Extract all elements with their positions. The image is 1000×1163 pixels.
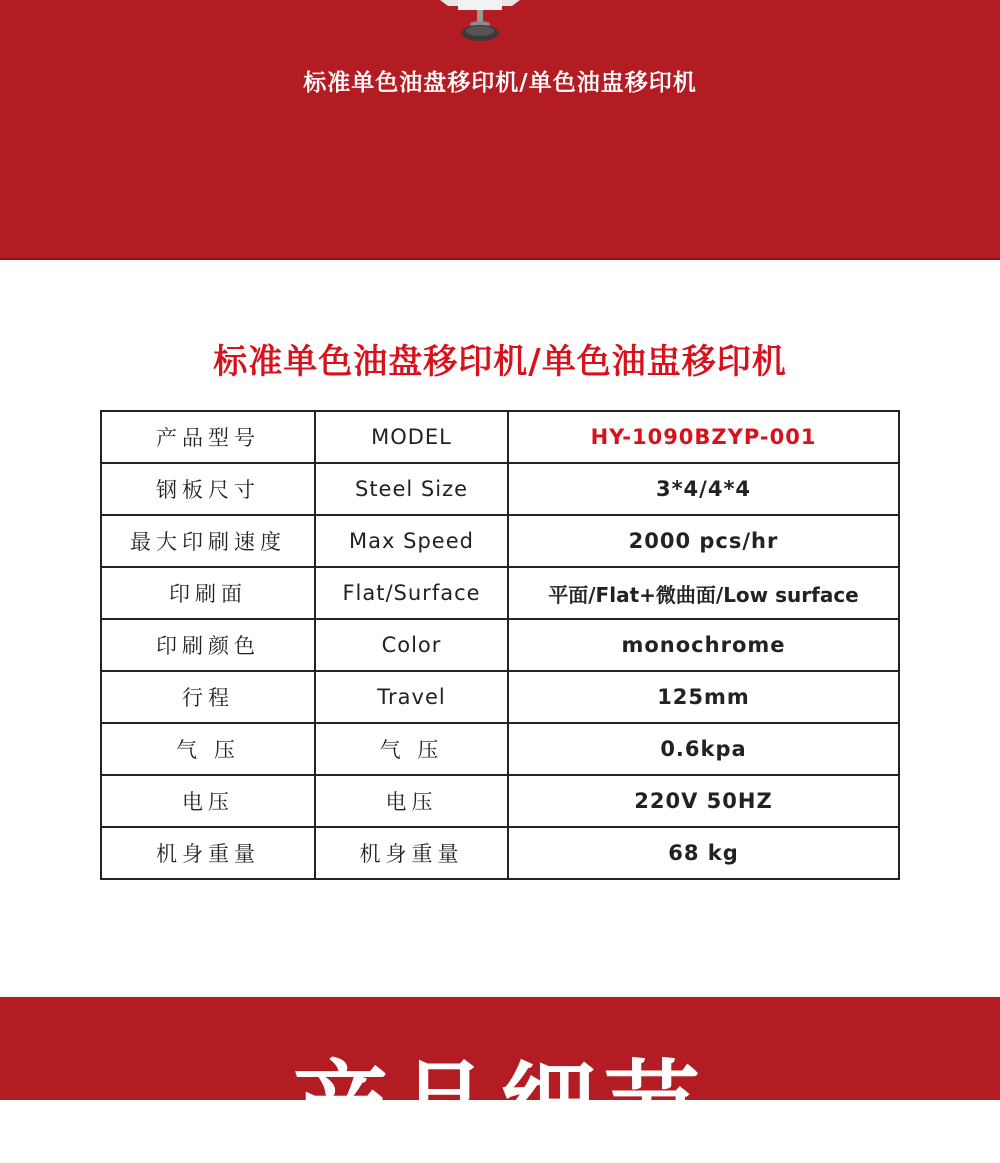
spec-label-en: Flat/Surface <box>315 567 508 619</box>
table-row <box>101 411 899 463</box>
spec-label-en: Steel Size <box>315 463 508 515</box>
spec-label-cn: 电压 <box>101 775 315 827</box>
table-row <box>101 567 899 619</box>
spec-value-model: HY-1090BZYP-001 <box>508 411 899 463</box>
spec-label-cn: 最大印刷速度 <box>101 515 315 567</box>
table-row <box>101 723 899 775</box>
section-title: 标准单色油盘移印机/单色油盅移印机 <box>213 342 787 382</box>
spec-value: 68 kg <box>508 827 899 879</box>
top-banner <box>0 0 1000 258</box>
spec-label-cn: 机身重量 <box>101 827 315 879</box>
spec-label-en: Travel <box>315 671 508 723</box>
spec-table <box>100 410 900 880</box>
spec-label-en: 机身重量 <box>315 827 508 879</box>
spec-value: 0.6kpa <box>508 723 899 775</box>
spec-value: monochrome <box>508 619 899 671</box>
table-row <box>101 827 899 879</box>
table-row <box>101 463 899 515</box>
table-row <box>101 775 899 827</box>
machine-foot-image <box>440 0 520 44</box>
table-row <box>101 671 899 723</box>
spec-label-en: Max Speed <box>315 515 508 567</box>
table-row <box>101 619 899 671</box>
spec-label-en: 气 压 <box>315 723 508 775</box>
banner-caption: 标准单色油盘移印机/单色油盅移印机 <box>303 70 697 96</box>
spec-value: 平面/Flat+微曲面/Low surface <box>508 567 899 619</box>
spec-value: 2000 pcs/hr <box>508 515 899 567</box>
spec-label-cn: 产品型号 <box>101 411 315 463</box>
spec-label-en: Color <box>315 619 508 671</box>
spec-label-cn: 气 压 <box>101 723 315 775</box>
spec-label-cn: 印刷颜色 <box>101 619 315 671</box>
spec-value: 220V 50HZ <box>508 775 899 827</box>
spec-label-cn: 印刷面 <box>101 567 315 619</box>
spec-label-en: 电压 <box>315 775 508 827</box>
spec-label-en: MODEL <box>315 411 508 463</box>
spec-value: 3*4/4*4 <box>508 463 899 515</box>
spec-value: 125mm <box>508 671 899 723</box>
table-row <box>101 515 899 567</box>
bottom-banner <box>0 997 1000 1163</box>
bottom-banner-title: 产品细节 <box>292 1051 708 1163</box>
spec-label-cn: 钢板尺寸 <box>101 463 315 515</box>
spec-label-cn: 行程 <box>101 671 315 723</box>
section-divider <box>0 258 1000 260</box>
